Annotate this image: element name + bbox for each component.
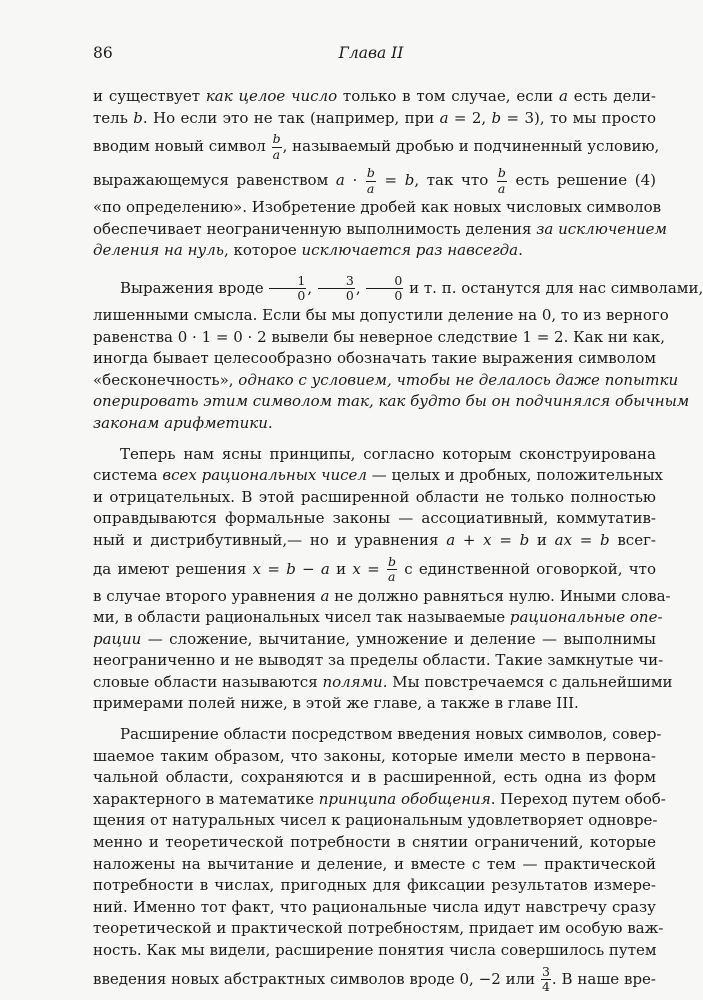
text-line: вводим новый символ $\frac{b}{a}$ , называемый дробью и подчиненный условию, xyxy=(93,131,660,162)
text-line: Расширение области посредством введения новых символов, совер- xyxy=(120,725,662,744)
text-line: «бесконечность», однако с условием, чтобы не делалось даже попытки xyxy=(93,370,679,389)
text-line: иногда бывает целесообразно обозначать такие выражения символом xyxy=(93,349,656,368)
fraction-b-over-a: $\frac{b}{a}$ xyxy=(272,131,281,162)
text-line: в случае второго уравнения a не должно равняться нулю. Иными слова- xyxy=(93,586,671,605)
text-line: рации — сложение, вычитание, умножение и деление — выполнимы xyxy=(93,629,656,648)
text-line: щения от натуральных чисел к рациональным удовлетворяет одновре- xyxy=(93,811,658,830)
text-line: тель b. Но если это не так (например, при a = 2, b = 3), то мы просто xyxy=(93,108,657,127)
text-line: наложены на вычитание и деление, и вместе с тем — практической xyxy=(93,854,656,873)
text-line: выражающемуся равенством a · $\frac{b}{a}$ = b, так что $\frac{b}{a}$ есть решение (4) xyxy=(93,165,656,196)
text-line: чальной области, сохраняются и в расширенной, есть одна из форм xyxy=(93,768,656,787)
text-line: примерами полей ниже, в этой же главе, а также в главе III. xyxy=(93,694,579,713)
text-line: теоретической и практической потребностям, придает им особую важ- xyxy=(93,919,664,938)
fraction-one-over-zero: $\frac{1}{0}$ xyxy=(269,275,306,303)
text-line: словые области называются полями. Мы повстречаемся с дальнейшими xyxy=(93,672,673,691)
text-line: и существует как целое число только в том случае, если a есть дели- xyxy=(93,87,656,105)
text-line: характерного в математике принципа обобщения. Переход путем обоб- xyxy=(93,789,666,808)
text-line: обеспечивает неограниченную выполнимость деления за исключением xyxy=(93,219,667,238)
text-line: да имеют решения x = b − a и x = $\frac{b}{a}$ с единственной оговоркой, что xyxy=(93,553,656,584)
text-line: введения новых абстрактных символов вроде 0, −2 или $\frac{3}{4}$ . В наше вре- xyxy=(93,963,656,995)
text-line: менно и теоретической потребности в снятии ограничений, которые xyxy=(93,833,656,852)
text-line: равенства 0 · 1 = 0 · 2 вывели бы неверное следствие 1 = 2. Как ни как, xyxy=(93,327,666,346)
text-line: Выражения вроде $\frac{1}{0}$ , $\frac{3}{0}$ , $\frac{0}{0}$ и т. п. останутся для нас символами, xyxy=(120,272,703,304)
fraction-three-over-zero: $\frac{3}{0}$ xyxy=(318,275,355,303)
fraction-three-over-four: $\frac{3}{4}$ xyxy=(541,963,550,995)
text-line: оперировать этим символом так, как будто бы он подчинялся обычным xyxy=(93,392,690,411)
text-line: система всех рациональных чисел — целых и дробных, положительных xyxy=(93,466,663,485)
text-line: деления на нуль, которое исключается раз навсегда. xyxy=(93,241,523,260)
text-line: Теперь нам ясны принципы, согласно которым сконструирована xyxy=(120,444,656,463)
text-line: оправдываются формальные законы — ассоциативный, коммутатив- xyxy=(93,509,656,528)
text-line: ми, в области рациональных чисел так называемые рациональные опе- xyxy=(93,608,663,627)
text-line: законам арифметики. xyxy=(93,413,273,432)
text-line: лишенными смысла. Если бы мы допустили деление на 0, то из верного xyxy=(93,305,669,324)
text-line: ный и дистрибутивный,— но и уравнения a + x = b и ax = b всег- xyxy=(93,530,657,549)
text-line: потребности в числах, пригодных для фиксации результатов измере- xyxy=(93,876,656,895)
page-number: 86 xyxy=(93,44,113,62)
text-line: ность. Как мы видели, расширение понятия числа совершилось путем xyxy=(93,941,657,959)
text-line: шаемое таким образом, что законы, которые имели место в первона- xyxy=(93,746,656,765)
chapter-title: Глава II xyxy=(338,44,404,62)
fraction-b-over-a: $\frac{b}{a}$ xyxy=(387,553,396,584)
text-line: «по определению». Изобретение дробей как новых числовых символов xyxy=(93,198,662,217)
fraction-zero-over-zero: $\frac{0}{0}$ xyxy=(366,275,403,303)
text-line: неограниченно и не выводят за пределы области. Такие замкнутые чи- xyxy=(93,651,664,670)
body-text xyxy=(93,86,703,996)
fraction-b-over-a: $\frac{b}{a}$ xyxy=(497,165,506,196)
fraction-b-over-a: $\frac{b}{a}$ xyxy=(366,165,375,196)
page-header xyxy=(93,44,649,66)
text-line: ний. Именно тот факт, что рациональные числа идут навстречу сразу xyxy=(93,897,656,916)
text-line: и отрицательных. В этой расширенной области не только полностью xyxy=(93,487,656,506)
